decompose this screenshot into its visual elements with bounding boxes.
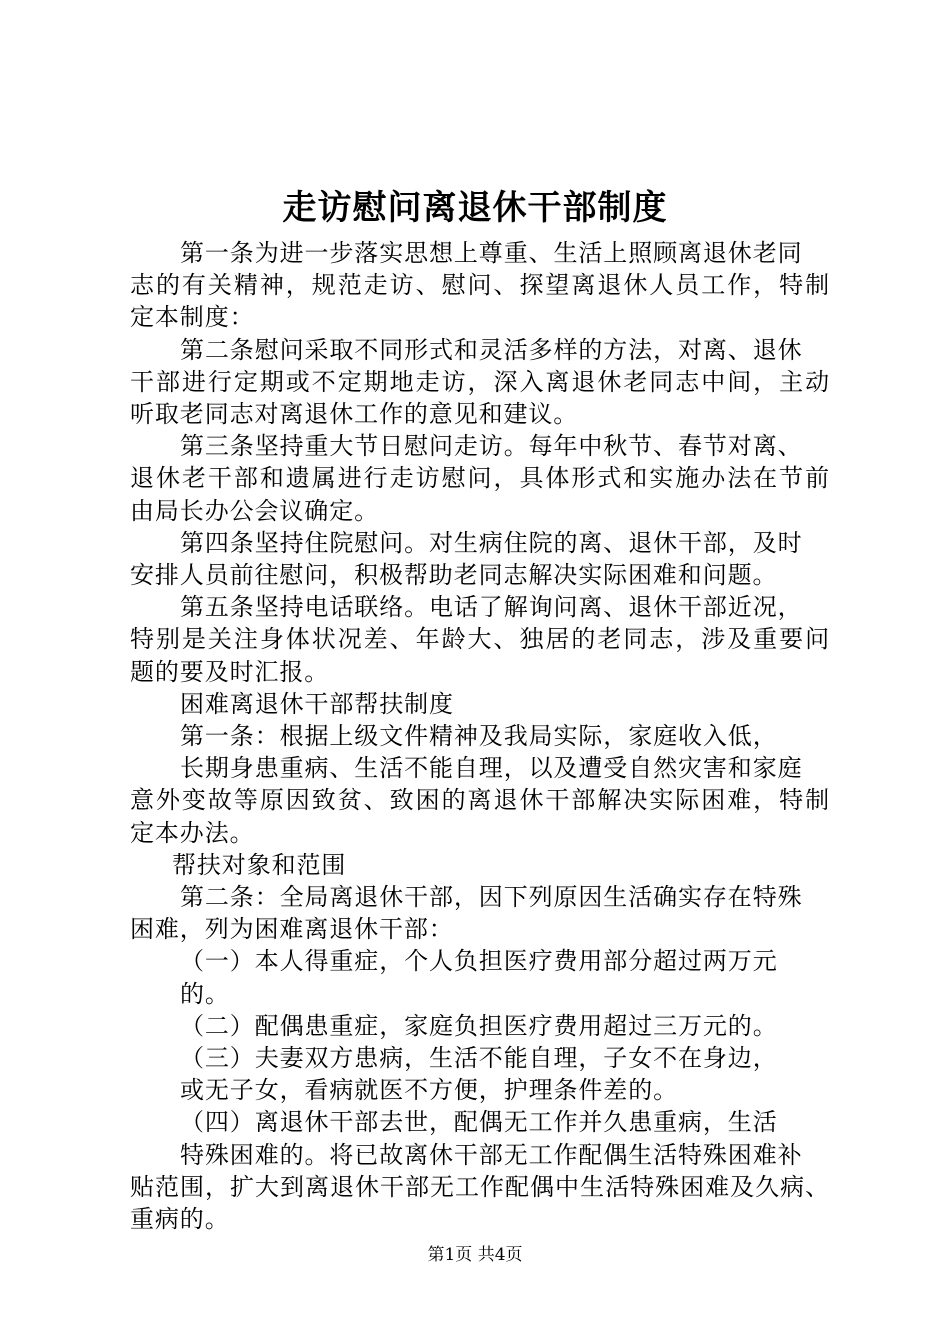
text-line: （三）夫妻双方患病，生活不能自理，子女不在身边， [180, 1044, 778, 1073]
text-line: （二）配偶患重症，家庭负担医疗费用超过三万元的。 [180, 1011, 778, 1040]
document-body [130, 237, 830, 1235]
text-line: 重病的。 [130, 1205, 230, 1234]
text-line: 长期身患重病、生活不能自理，以及遭受自然灾害和家庭 [180, 754, 803, 783]
text-line: 安排人员前往慰问，积极帮助老同志解决实际困难和问题。 [130, 561, 778, 590]
text-line: 特别是关注身体状况差、年龄大、独居的老同志，涉及重要问 [130, 625, 830, 654]
section-heading: 困难离退休干部帮扶制度 [180, 689, 454, 718]
text-line: 的。 [180, 979, 230, 1008]
section-heading: 帮扶对象和范围 [172, 850, 347, 879]
text-line: （四）离退休干部去世，配偶无工作并久患重病，生活 [180, 1108, 778, 1137]
text-line: 第一条：根据上级文件精神及我局实际，家庭收入低， [180, 722, 778, 751]
text-line: 听取老同志对离退休工作的意见和建议。 [130, 400, 579, 429]
text-line: 第一条为进一步落实思想上尊重、生活上照顾离退休老同 [180, 239, 803, 267]
text-line: 由局长办公会议确定。 [130, 496, 379, 525]
text-line: 第二条：全局离退休干部，因下列原因生活确实存在特殊 [180, 883, 803, 912]
text-line: 志的有关精神，规范走访、慰问、探望离退休人员工作，特制 [130, 271, 830, 300]
text-line: 特殊困难的。将已故离休干部无工作配偶生活特殊困难补 [180, 1140, 803, 1169]
text-line: 第二条慰问采取不同形式和灵活多样的方法，对离、退休 [180, 335, 803, 364]
text-line: 贴范围，扩大到离退休干部无工作配偶中生活特殊困难及久病、 [130, 1172, 830, 1201]
text-line: （一）本人得重症，个人负担医疗费用部分超过两万元 [180, 947, 778, 976]
text-line: 或无子女，看病就医不方便，护理条件差的。 [180, 1076, 678, 1105]
text-line: 退休老干部和遗属进行走访慰问，具体形式和实施办法在节前 [130, 464, 830, 493]
text-line: 意外变故等原因致贫、致困的离退休干部解决实际困难，特制 [130, 786, 830, 815]
text-line: 第五条坚持电话联络。电话了解询问离、退休干部近况， [180, 593, 803, 622]
text-line: 题的要及时汇报。 [130, 657, 330, 686]
text-line: 第四条坚持住院慰问。对生病住院的离、退休干部，及时 [180, 528, 803, 557]
text-line: 定本制度： [130, 303, 255, 332]
text-line: 困难，列为困难离退休干部： [130, 915, 454, 944]
page-indicator: 第1页 共4页 [427, 1245, 523, 1265]
text-line: 定本办法。 [130, 818, 255, 847]
text-line: 干部进行定期或不定期地走访，深入离退休老同志中间，主动 [130, 367, 830, 396]
document-title: 走访慰问离退休干部制度 [282, 188, 668, 228]
text-line: 第三条坚持重大节日慰问走访。每年中秋节、春节对离、 [180, 432, 803, 461]
